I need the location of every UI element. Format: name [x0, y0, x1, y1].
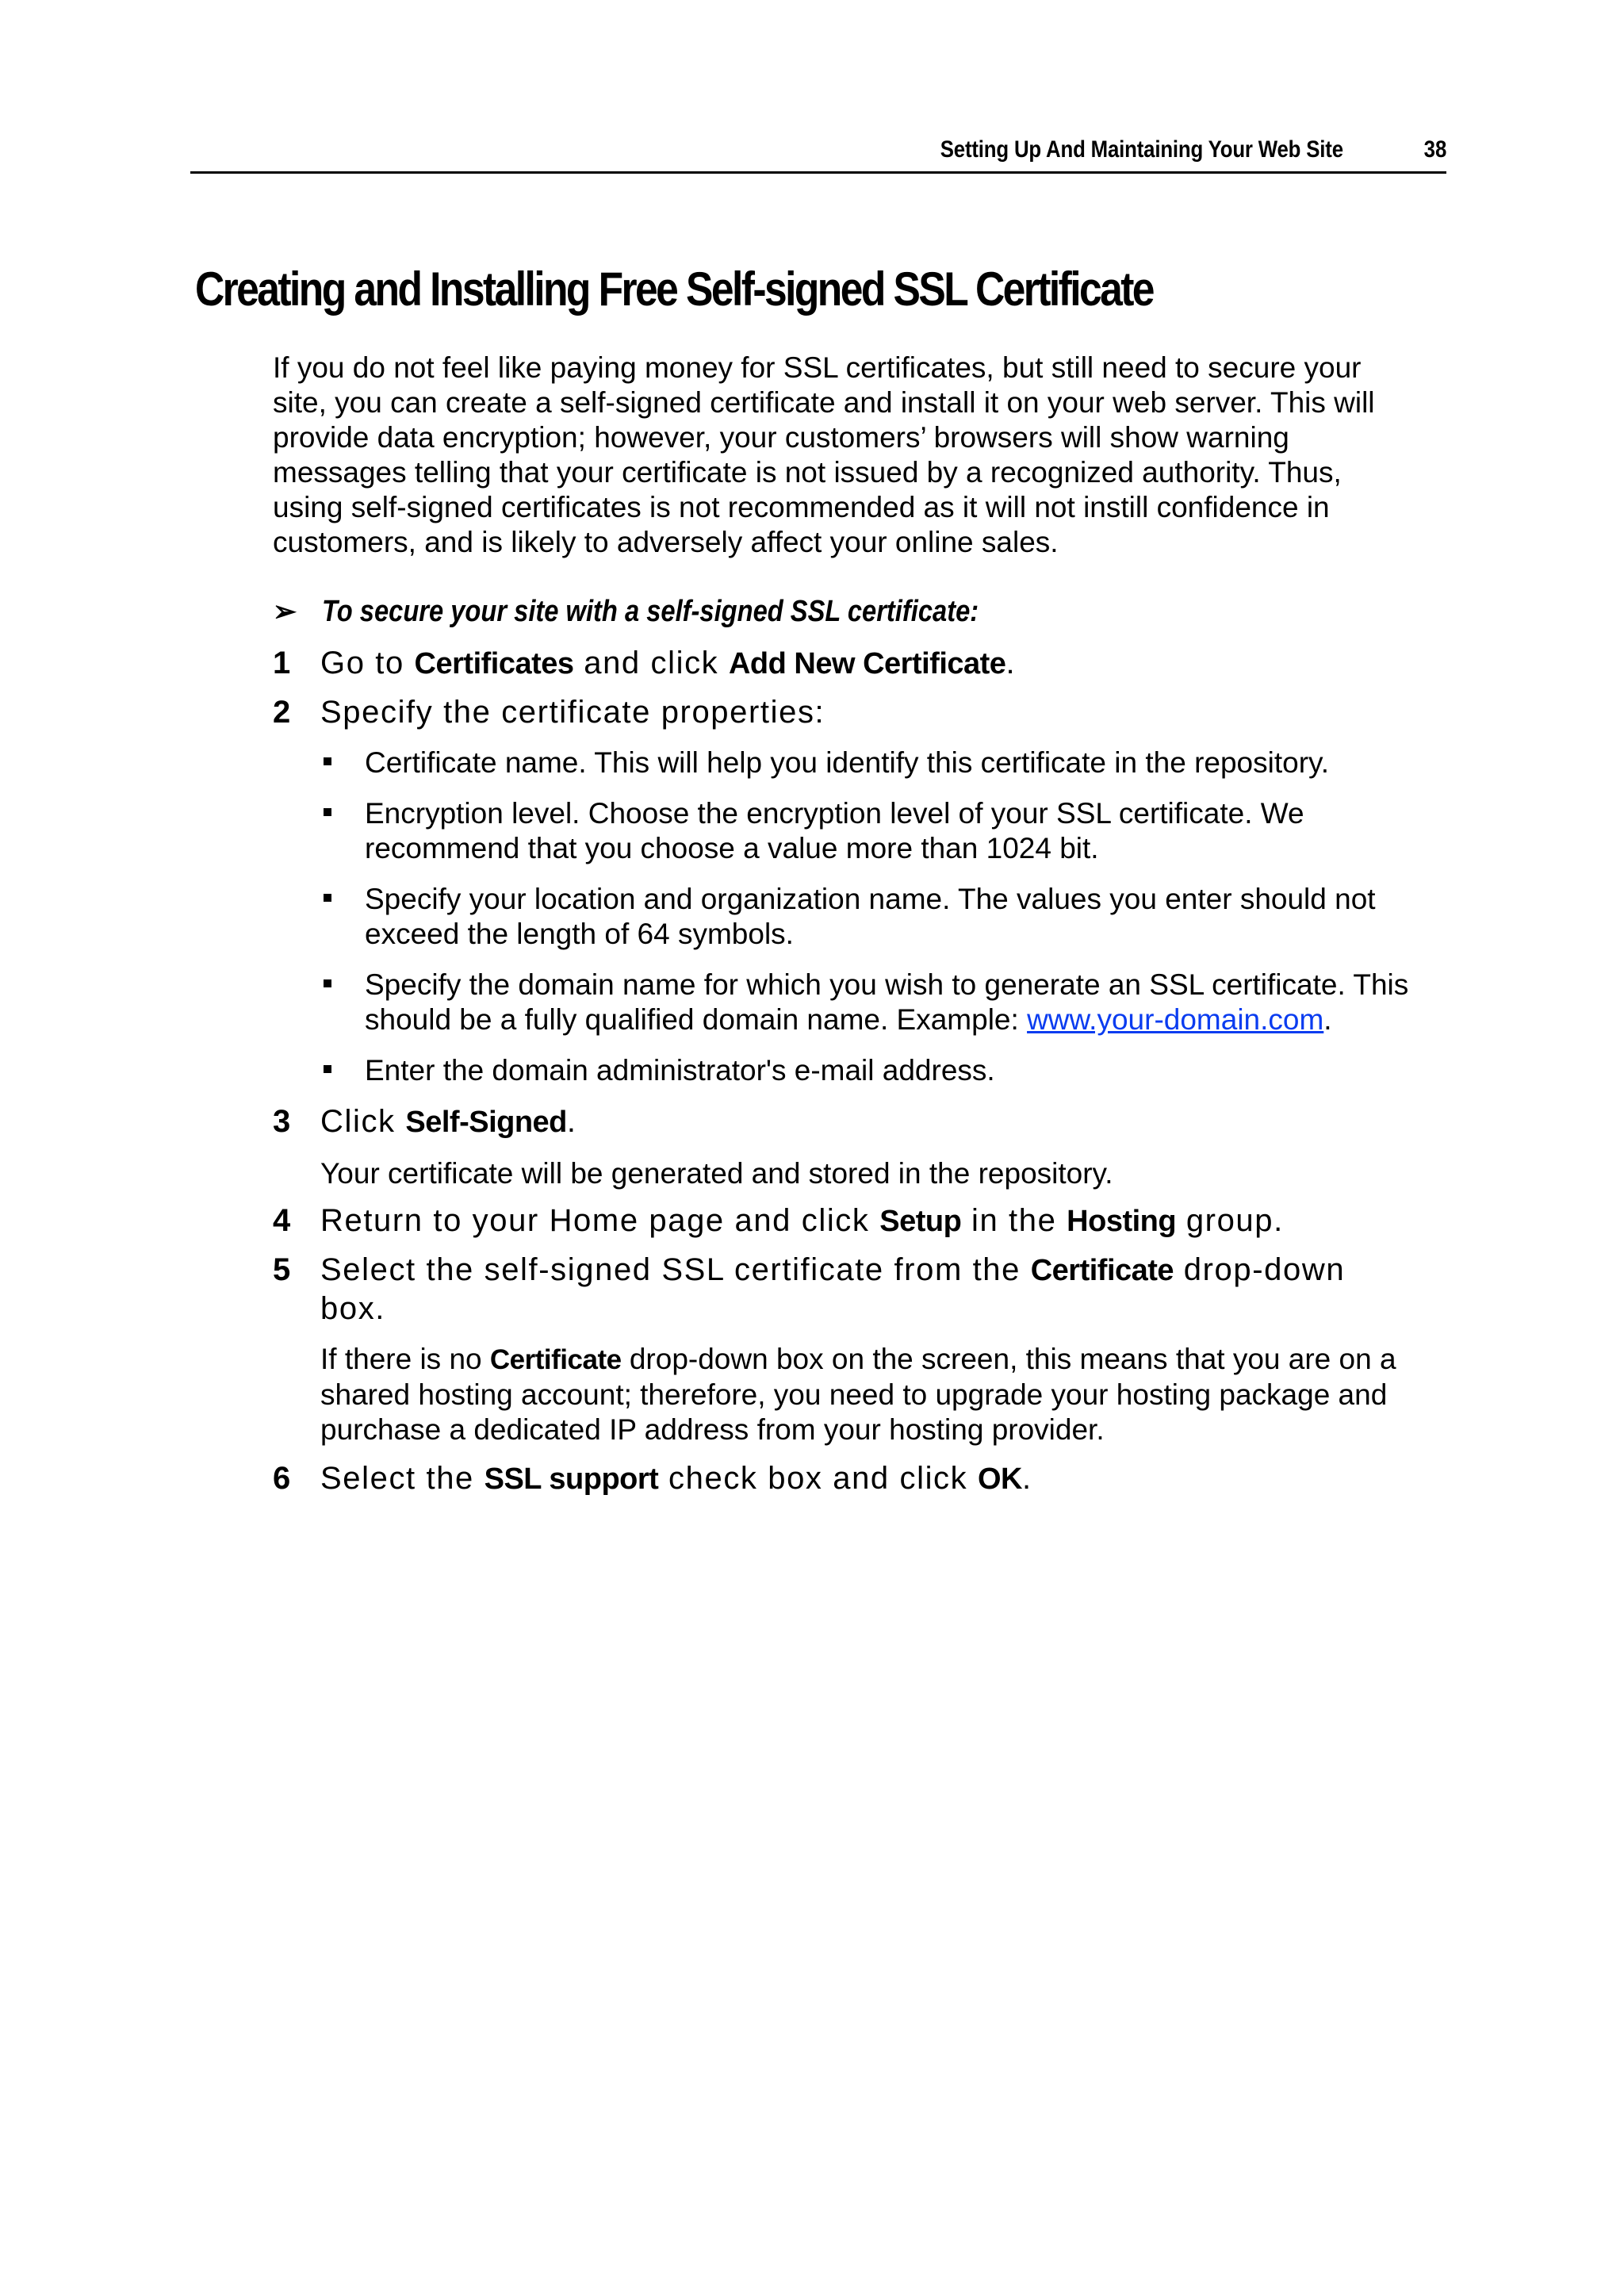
- ui-term-setup: Setup: [879, 1205, 962, 1238]
- list-item: Specify the domain name for which you wish to generate an SSL certificate. This should be a fully qualified domain name. Example: www.your-domain.com.: [320, 968, 1446, 1037]
- running-header: [190, 133, 1446, 174]
- page-number: 38: [1423, 136, 1446, 163]
- step-number: 5: [273, 1252, 291, 1287]
- section-title: Creating and Installing Free Self-signed SSL Certificate: [195, 263, 1153, 316]
- list-item: Certificate name. This will help you identify this certificate in the repository.: [320, 746, 1446, 780]
- step-number: 2: [273, 695, 291, 730]
- ui-term-add-new-certificate: Add New Certificate: [728, 647, 1006, 680]
- example-domain-link[interactable]: www.your-domain.com: [1027, 1003, 1324, 1036]
- step-number: 3: [273, 1104, 291, 1139]
- step-5: [273, 1251, 1383, 1328]
- procedure-title-text: To secure your site with a self-signed SSL certificate:: [322, 595, 979, 628]
- running-title: Setting Up And Maintaining Your Web Site: [940, 136, 1343, 163]
- step-3: [273, 1102, 577, 1141]
- step-number: 4: [273, 1203, 291, 1238]
- ui-term-ssl-support: SSL support: [484, 1462, 659, 1496]
- ui-term-ok: OK: [977, 1462, 1022, 1496]
- step-text: Select the SSL support check box and click OK.: [320, 1461, 1032, 1496]
- step-text: Click Self-Signed.: [320, 1104, 577, 1139]
- step-5-note: If there is no Certificate drop-down box on the screen, this means that you are on a shared hosting account; therefore, you need to upgrade your hosting package and purchase a dedicated IP address from your hosting provider.: [320, 1343, 1396, 1446]
- step-text: Select the self-signed SSL certificate from the Certificate drop-down box.: [320, 1252, 1346, 1326]
- ui-term-certificates: Certificates: [414, 647, 574, 680]
- step-4: [273, 1202, 1284, 1240]
- arrow-bullet-icon: ➢: [273, 595, 297, 627]
- ui-term-hosting: Hosting: [1067, 1205, 1177, 1238]
- list-item: Enter the domain administrator's e-mail address.: [320, 1053, 1446, 1088]
- procedure-title: [273, 595, 1086, 629]
- list-item: Specify your location and organization name. The values you enter should not exceed the length of 64 symbols.: [320, 882, 1446, 952]
- step-number: 6: [273, 1461, 291, 1496]
- step-text: Go to Certificates and click Add New Certificate.: [320, 646, 1017, 680]
- step-text: Return to your Home page and click Setup in the Hosting group.: [320, 1203, 1284, 1238]
- square-bullet-icon: [324, 1065, 331, 1073]
- step-3-note: Your certificate will be generated and stored in the repository.: [320, 1157, 1113, 1190]
- square-bullet-icon: [324, 979, 331, 987]
- step-1: [273, 644, 1016, 683]
- ui-term-certificate: Certificate: [489, 1344, 622, 1375]
- ui-term-self-signed: Self-Signed: [405, 1106, 567, 1139]
- ui-term-certificate: Certificate: [1030, 1254, 1174, 1287]
- step-2: [273, 693, 825, 731]
- intro-paragraph: If you do not feel like paying money for SSL certificates, but still need to secure your site, you can create a self-signed certificate and install it on your web server. This will provide data encryption; however, your customers’ browsers will show warning messages telling that your certificate is not issued by a recognized authority. Thus, using self-signed certificates is not recommended as it will not instill confidence in customers, and is likely to adversely affect your online sales.: [273, 351, 1375, 558]
- step-6: [273, 1459, 1032, 1498]
- list-item: Encryption level. Choose the encryption level of your SSL certificate. We recommend that you choose a value more than 1024 bit.: [320, 796, 1446, 866]
- square-bullet-icon: [324, 808, 331, 816]
- step-text: Specify the certificate properties:: [320, 695, 825, 730]
- square-bullet-icon: [324, 757, 331, 765]
- property-list: [320, 746, 1446, 1104]
- step-number: 1: [273, 646, 291, 680]
- square-bullet-icon: [324, 894, 331, 902]
